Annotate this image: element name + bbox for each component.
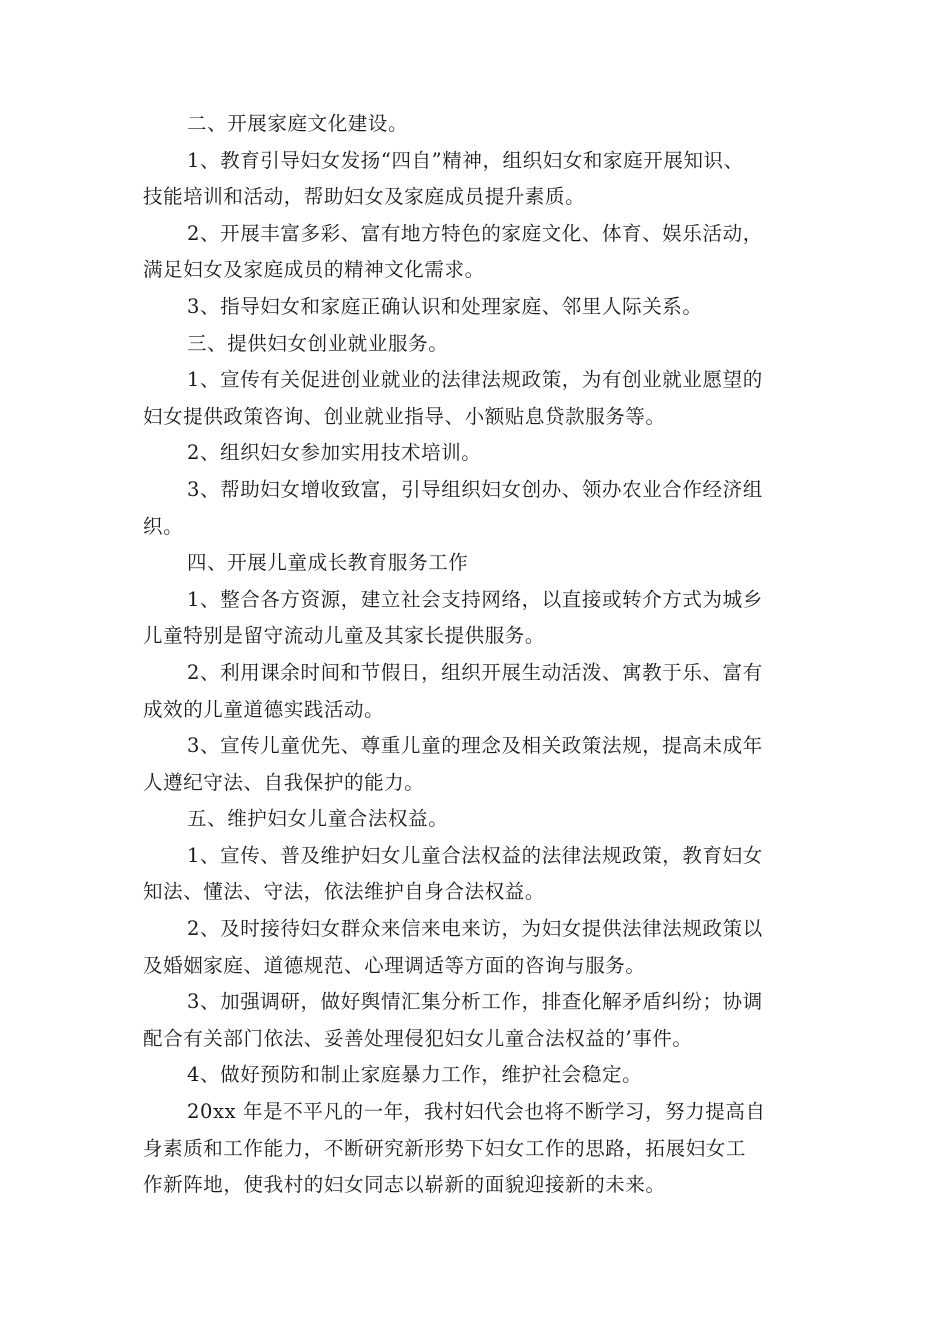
text-line: 1、宣传、普及维护妇女儿童合法权益的法律法规政策，教育妇女 [187, 843, 763, 867]
text-line: 3、宣传儿童优先、尊重儿童的理念及相关政策法规，提高未成年 [187, 734, 763, 758]
text-line: 织。 [143, 514, 184, 538]
text-line: 2、组织妇女参加实用技术培训。 [187, 441, 482, 465]
text-line: 三、提供妇女创业就业服务。 [187, 331, 449, 355]
text-line: 2、开展丰富多彩、富有地方特色的家庭文化、体育、娱乐活动， [187, 221, 763, 245]
text-line: 身素质和工作能力，不断研究新形势下妇女工作的思路，拓展妇女工 [143, 1136, 747, 1160]
paragraph [143, 362, 809, 435]
paragraph [143, 289, 809, 326]
text-line: 20xx 年是不平凡的一年，我村妇代会也将不断学习，努力提高自 [187, 1100, 766, 1124]
paragraph [143, 911, 809, 984]
paragraph [143, 655, 809, 728]
text-line: 3、指导妇女和家庭正确认识和处理家庭、邻里人际关系。 [187, 294, 703, 318]
section-heading [143, 801, 809, 838]
text-line: 3、帮助妇女增收致富，引导组织妇女创办、领办农业合作经济组 [187, 477, 763, 501]
text-line: 3、加强调研，做好舆情汇集分析工作，排查化解矛盾纠纷；协调 [187, 990, 763, 1014]
text-line: 技能培训和活动，帮助妇女及家庭成员提升素质。 [143, 185, 586, 209]
paragraph [143, 435, 809, 472]
text-line: 四、开展儿童成长教育服务工作 [187, 551, 469, 575]
text-line: 二、开展家庭文化建设。 [187, 112, 409, 135]
paragraph [143, 472, 809, 545]
text-line: 1、整合各方资源，建立社会支持网络，以直接或转介方式为城乡 [187, 587, 763, 611]
paragraph [143, 106, 809, 143]
text-line: 2、利用课余时间和节假日，组织开展生动活泼、寓教于乐、富有 [187, 660, 763, 684]
text-line: 人遵纪守法、自我保护的能力。 [143, 770, 425, 794]
closing-paragraph [143, 1094, 809, 1204]
section-heading [143, 545, 809, 582]
paragraph [143, 838, 809, 911]
paragraph [143, 1057, 809, 1094]
paragraph [143, 582, 809, 655]
paragraph [143, 143, 809, 216]
paragraph [143, 984, 809, 1057]
text-line: 五、维护妇女儿童合法权益。 [187, 807, 449, 831]
section-heading [143, 326, 809, 363]
text-line: 1、教育引导妇女发扬“四自”精神，组织妇女和家庭开展知识、 [187, 148, 744, 172]
paragraph [143, 216, 809, 289]
text-line: 儿童特别是留守流动儿童及其家长提供服务。 [143, 624, 546, 648]
text-line: 配合有关部门依法、妥善处理侵犯妇女儿童合法权益的’事件。 [143, 1026, 693, 1050]
text-line: 成效的儿童道德实践活动。 [143, 697, 385, 721]
document-body [143, 106, 809, 1204]
text-line: 2、及时接待妇女群众来信来电来访，为妇女提供法律法规政策以 [187, 917, 763, 941]
paragraph [143, 728, 809, 801]
text-line: 妇女提供政策咨询、创业就业指导、小额贴息贷款服务等。 [143, 404, 666, 428]
text-line: 及婚姻家庭、道德规范、心理调适等方面的咨询与服务。 [143, 953, 646, 977]
text-line: 1、宣传有关促进创业就业的法律法规政策，为有创业就业愿望的 [187, 368, 763, 392]
text-line: 知法、懂法、守法，依法维护自身合法权益。 [143, 880, 546, 904]
text-line: 作新阵地，使我村的妇女同志以崭新的面貌迎接新的未来。 [143, 1173, 666, 1197]
text-line: 满足妇女及家庭成员的精神文化需求。 [143, 258, 485, 282]
text-line: 4、做好预防和制止家庭暴力工作，维护社会稳定。 [187, 1063, 643, 1087]
